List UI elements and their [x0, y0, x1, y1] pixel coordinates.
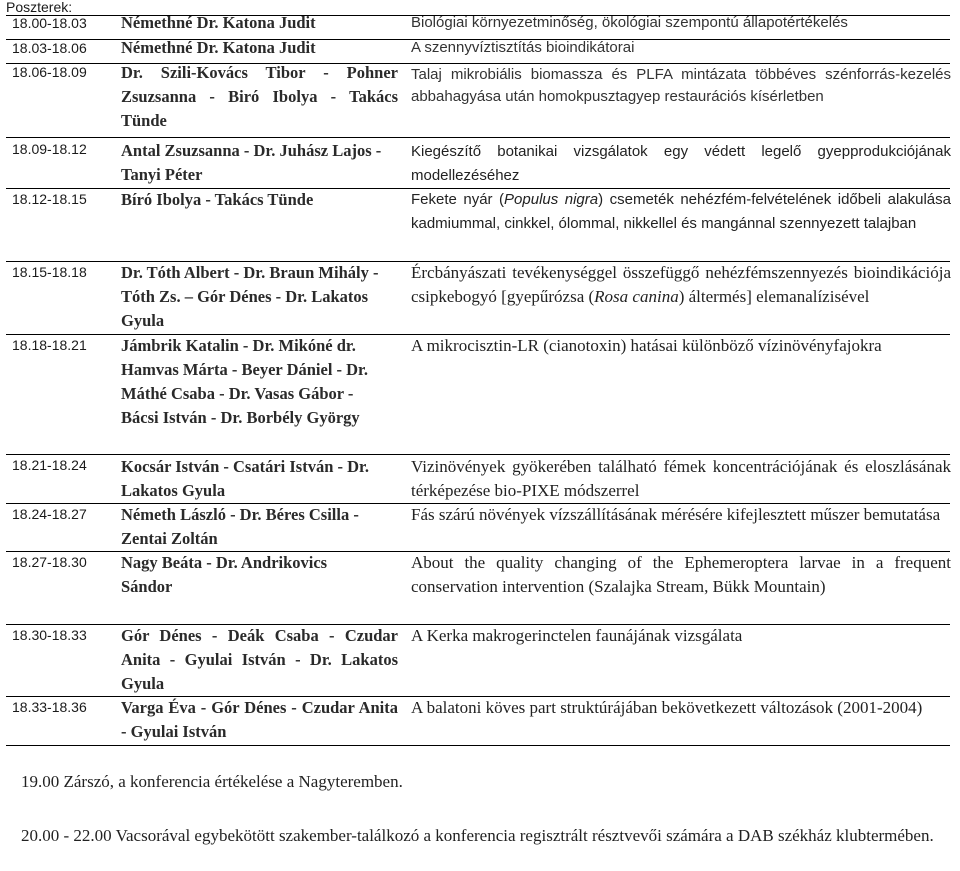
row-title: Fekete nyár (Populus nigra) csemeték nehézfém-felvételének időbeli alakulása kadmiummal, cinkkel, ólommal, nikkellel és mangánnal szennyezett talajban [411, 191, 951, 232]
row-title: A balatoni köves part struktúrájában bekövetkezett változások (2001-2004) [411, 698, 923, 717]
row-title: Talaj mikrobiális biomassza és PLFA mintázata többéves szénforrás-kezelés abbahagyása után homokpusztagyep restaurációs kísérletben [411, 66, 951, 105]
row-speaker: Gór Dénes - Deák Csaba - Czudar Anita - Gyulai István - Dr. Lakatos Gyula [121, 626, 398, 693]
row-time: 18.18-18.21 [12, 337, 87, 353]
row-time: 18.27-18.30 [12, 554, 87, 570]
row-time: 18.24-18.27 [12, 506, 87, 522]
row-speaker: Németh László - Dr. Béres Csilla - Zentai Zoltán [121, 505, 359, 548]
row-title: Kiegészítő botanikai vizsgálatok egy védett legelő gyepprodukciójának modellezéséhez [411, 143, 951, 184]
row-time: 18.03-18.06 [12, 40, 87, 56]
row-time: 18.09-18.12 [12, 141, 87, 157]
row-time: 18.21-18.24 [12, 457, 87, 473]
row-speaker: Antal Zsuzsanna - Dr. Juhász Lajos - Tanyi Péter [121, 141, 382, 184]
row-speaker: Nagy Beáta - Dr. Andrikovics Sándor [121, 553, 328, 596]
row-time: 18.15-18.18 [12, 264, 87, 280]
table-rule [6, 745, 950, 746]
row-speaker: Dr. Szili-Kovács Tibor - Pohner Zsuzsanna - Biró Ibolya - Takács Tünde [121, 63, 398, 130]
table-rule [6, 137, 950, 138]
row-title: A szennyvíztisztítás bioindikátorai [411, 39, 635, 56]
row-time: 18.33-18.36 [12, 699, 87, 715]
row-time: 18.00-18.03 [12, 15, 87, 31]
species-name: Populus nigra [504, 191, 599, 208]
species-name: Rosa canina [594, 287, 679, 306]
row-speaker: Dr. Tóth Albert - Dr. Braun Mihály - Tóth Zs. – Gór Dénes - Dr. Lakatos Gyula [121, 263, 379, 330]
row-speaker: Bíró Ibolya - Takács Tünde [121, 190, 314, 209]
row-time: 18.30-18.33 [12, 627, 87, 643]
row-speaker: Kocsár István - Csatári István - Dr. Lakatos Gyula [121, 457, 369, 500]
row-speaker: Némethné Dr. Katona Judit [121, 38, 316, 57]
row-speaker: Jámbrik Katalin - Dr. Mikóné dr. Hamvas Márta - Beyer Dániel - Dr. Máthé Csaba - Dr. Vasas Gábor - Bácsi István - Dr. Borbély György [121, 336, 368, 427]
row-speaker: Varga Éva - Gór Dénes - Czudar Anita - Gyulai István [121, 698, 398, 741]
row-speaker: Némethné Dr. Katona Judit [121, 13, 316, 32]
row-title: Ércbányászati tevékenységgel összefüggő nehézfémszennyezés bioindikációja csipkebogyó [gyepűrózsa (Rosa canina) áltermés] elemanalízisével [411, 263, 951, 306]
row-title: A Kerka makrogerinctelen faunájának vizsgálata [411, 626, 743, 645]
row-time: 18.12-18.15 [12, 191, 87, 207]
row-title: About the quality changing of the Ephemeroptera larvae in a frequent conservation intervention (Szalajka Stream, Bükk Mountain) [411, 553, 951, 596]
row-title: Biológiai környezetminőség, ökológiai szempontú állapotértékelés [411, 14, 848, 31]
row-title: Fás szárú növények vízszállításának mérésére kifejlesztett műszer bemutatása [411, 505, 941, 524]
row-title: A mikrocisztin-LR (cianotoxin) hatásai különböző vízinövényfajokra [411, 336, 882, 355]
row-title: Vizinövények gyökerében található fémek koncentrációjának és eloszlásának térképezése bio-PIXE módszerrel [411, 457, 951, 500]
section-header: Poszterek: [6, 0, 73, 15]
closing-note: 19.00 Zárszó, a konferencia értékelése a Nagyteremben. [21, 772, 403, 791]
row-time: 18.06-18.09 [12, 64, 87, 80]
dinner-note: 20.00 - 22.00 Vacsorával egybekötött szakember-találkozó a konferencia regisztrált résztvevői számára a DAB székház klubtermében. [21, 826, 934, 845]
